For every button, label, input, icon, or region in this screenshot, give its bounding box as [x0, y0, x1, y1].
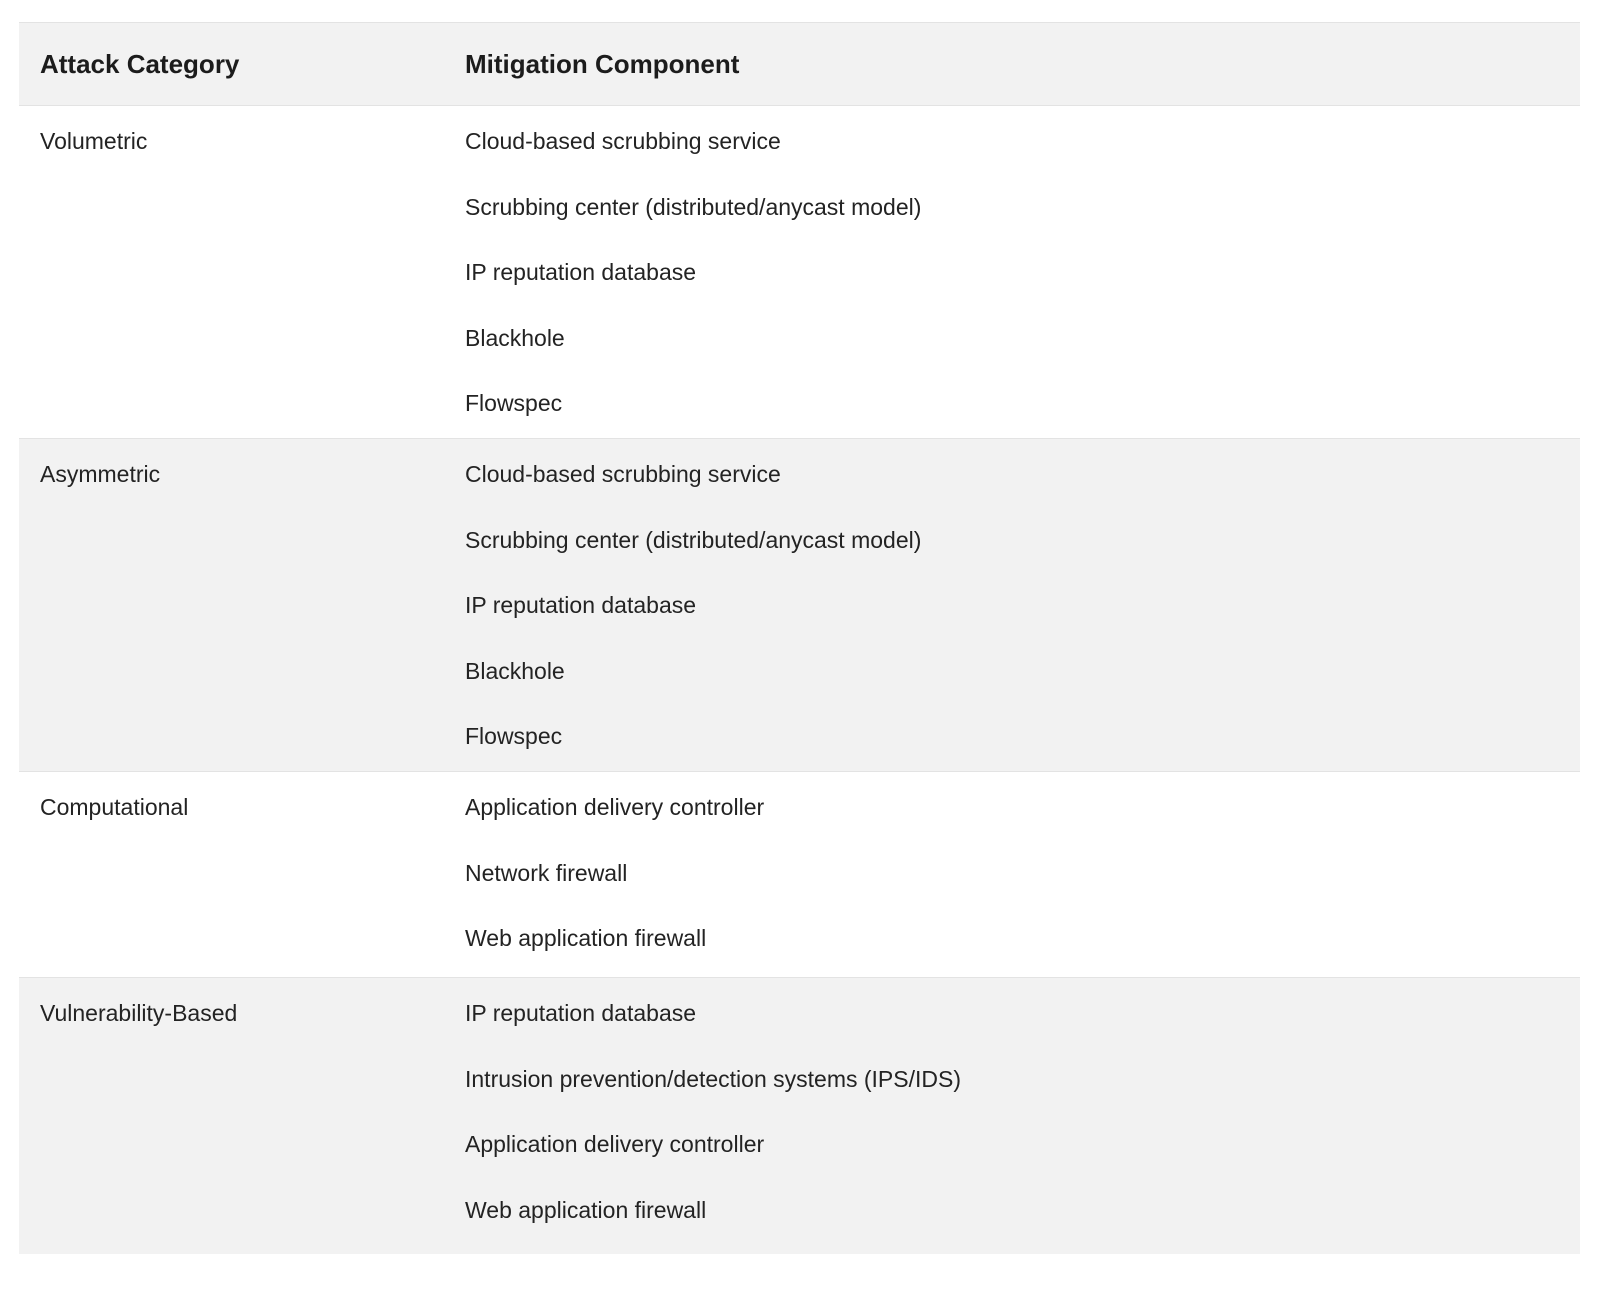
mitigation-component: Flowspec — [465, 723, 563, 750]
mitigation-component: Cloud-based scrubbing service — [465, 461, 781, 487]
header-attack-category: Attack Category — [40, 48, 240, 79]
table-row — [19, 106, 1580, 439]
table-row — [19, 439, 1580, 772]
mitigation-component: Cloud-based scrubbing service — [465, 128, 781, 154]
table-header-row — [19, 22, 1580, 106]
mitigation-component: Blackhole — [465, 324, 565, 351]
mitigation-component: Web application firewall — [465, 1196, 707, 1223]
mitigation-component-list — [465, 996, 1580, 1227]
attack-category-cell: Volumetric — [40, 128, 148, 154]
mitigation-component: Network firewall — [465, 859, 628, 886]
mitigation-table — [19, 22, 1580, 1254]
mitigation-component: Flowspec — [465, 390, 563, 417]
mitigation-component: IP reputation database — [465, 259, 697, 286]
mitigation-component: Blackhole — [465, 657, 565, 684]
mitigation-component-list — [465, 457, 1580, 753]
mitigation-component-list — [465, 790, 1580, 955]
mitigation-component: Application delivery controller — [465, 1131, 765, 1158]
attack-category-cell: Computational — [40, 794, 189, 820]
mitigation-component: Intrusion prevention/detection systems (IPS/IDS) — [465, 1065, 961, 1092]
mitigation-component: Application delivery controller — [465, 794, 765, 820]
attack-category-cell: Asymmetric — [40, 461, 161, 487]
mitigation-component-list — [465, 124, 1580, 420]
mitigation-component: IP reputation database — [465, 1000, 697, 1026]
mitigation-component: Scrubbing center (distributed/anycast model) — [465, 526, 922, 553]
mitigation-component: IP reputation database — [465, 592, 697, 619]
mitigation-component: Scrubbing center (distributed/anycast model) — [465, 193, 922, 220]
header-mitigation-component: Mitigation Component — [465, 48, 740, 79]
mitigation-component: Web application firewall — [465, 925, 707, 952]
table-row — [19, 978, 1580, 1254]
table-row — [19, 772, 1580, 978]
attack-category-cell: Vulnerability-Based — [40, 1000, 238, 1026]
